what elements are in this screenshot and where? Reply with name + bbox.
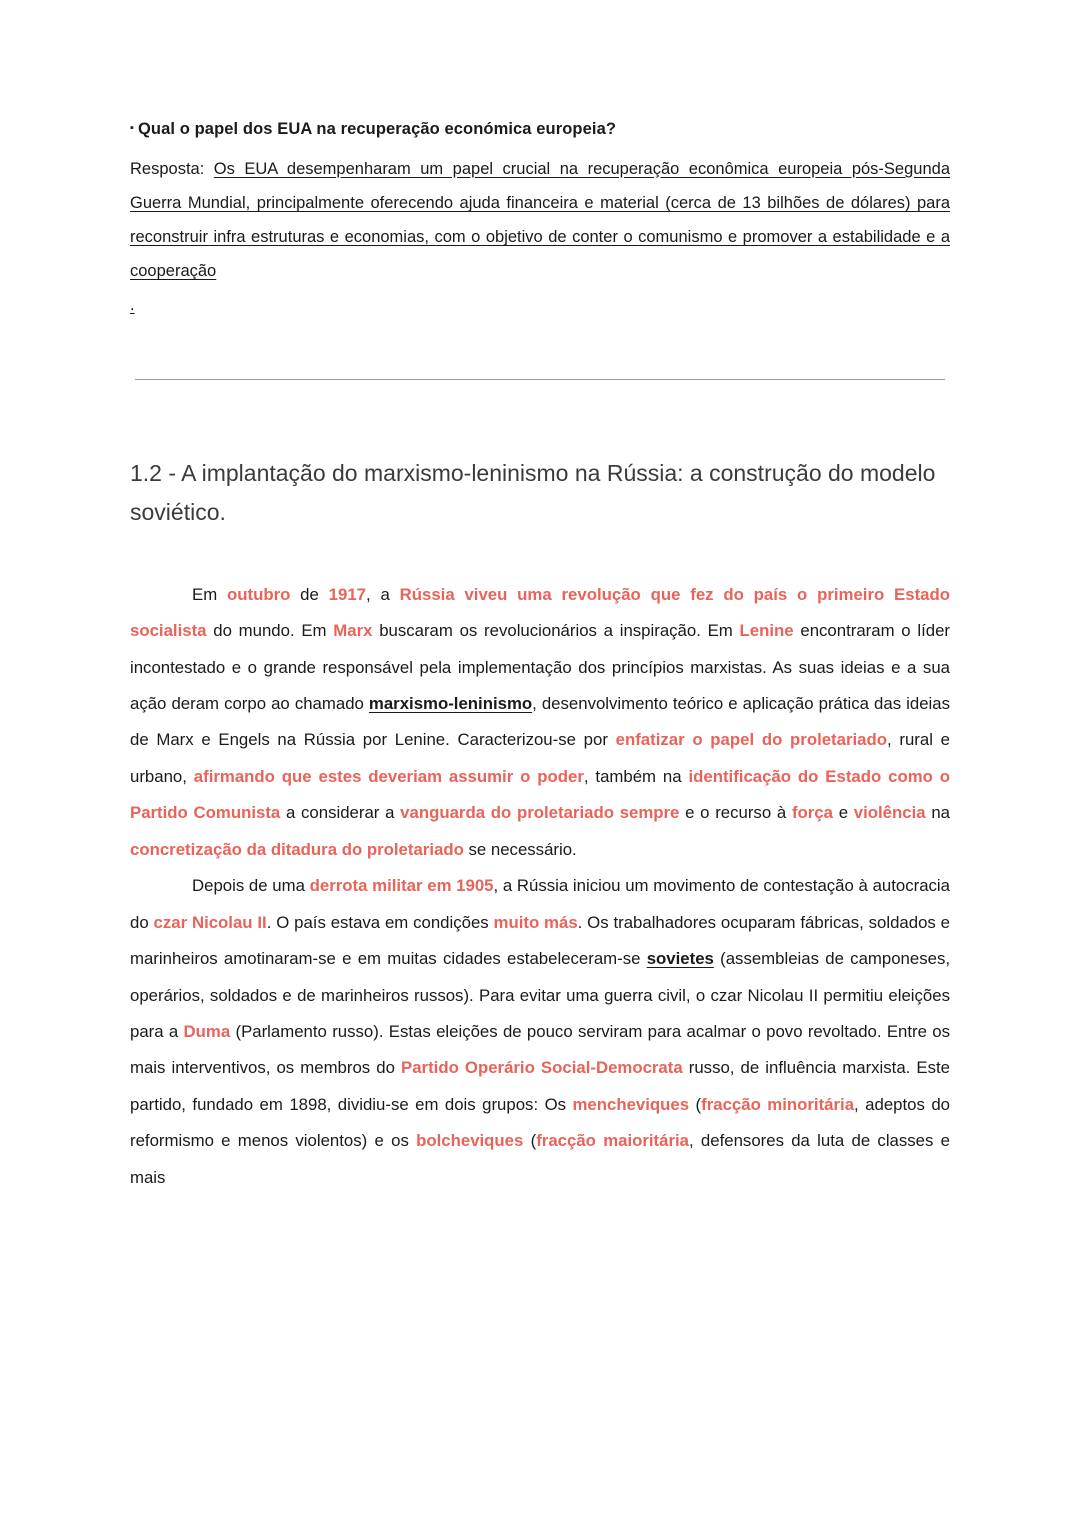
p1-s13: , desenvolvimento teórico e aplicação prática das ideias de Marx e Engels na Rússia por Lenine. Caracterizou-se por [130,694,950,750]
question-text: Qual o papel dos EUA na recuperação económica europeia? [138,120,617,138]
answer-paragraph [130,152,950,323]
section-divider-wrapper [130,379,950,380]
p1-s23: e [832,803,854,823]
p2-s18: bolcheviques [416,1131,524,1151]
p1-s25: na [925,803,950,823]
p2-s10: Duma [183,1021,231,1041]
p2-s21: , defensores da luta de classes e mais [130,1131,950,1187]
p1-s10: Lenine [739,621,794,641]
p1-s12: marxismo-leninismo [368,694,533,714]
p1-s17: , também na [583,766,689,786]
p1-s26: concretização da ditadura do proletariado [130,839,464,859]
p2-s11: (Parlamento russo). Estas eleições de pouco serviram para acalmar o povo revoltado. Entre os mais interventivos, os membros do [130,1021,950,1078]
p2-s15: ( [689,1094,702,1114]
p2-s7: . Os trabalhadores ocuparam fábricas, soldados e marinheiros amotinaram-se e em muitas cidades estabeleceram-se [130,912,950,969]
paragraph-marxism-leninism [130,577,950,869]
p1-s16: afirmando que estes deveriam assumir o poder [193,766,584,786]
question-answer-block [130,118,950,323]
section-divider [135,379,945,380]
p2-s5: . O país estava em condições [266,912,494,932]
p1-s7: do mundo. Em [206,621,334,641]
p1-s19: a considerar a [280,803,401,823]
p2-s14: mencheviques [572,1094,690,1114]
p1-s11: encontraram o líder incontestado e o grande responsável pela implementação dos princípios marxistas. As suas ideias e a sua ação deram corpo ao chamado [130,621,951,714]
p1-s5: , a [366,584,400,604]
p2-s12: Partido Operário Social-Democrata [401,1058,683,1078]
p2-s2: derrota militar em 1905 [309,876,494,896]
p2-s20: fracção maioritária [536,1131,689,1151]
answer-trailing-period: . [130,296,135,315]
p1-s21: e o recurso à [679,803,792,823]
p1-s6: Rússia viveu uma revolução que fez do país o primeiro Estado socialista [130,584,950,641]
p1-s27: se necessário. [463,839,577,859]
p2-s4: czar Nicolau II [153,912,267,932]
p1-s8: Marx [333,621,373,641]
question-line [130,118,950,142]
answer-text: Os EUA desempenharam um papel crucial na recuperação econômica europeia pós-Segunda Guerra Mundial, principalmente oferecendo ajuda financeira e material (cerca de 13 bilhões de dólares) para reconstruir infra estruturas e economias, com o objetivo de conter o comunismo e promover a estabilidade e a cooperação [130,159,950,281]
p1-s24: violência [853,803,926,823]
p1-s18: identificação do Estado como o Partido Comunista [130,766,951,823]
p1-s1: Em [192,584,227,604]
p1-s4: 1917 [328,584,366,604]
p2-s1: Depois de uma [192,876,310,896]
p2-s19: ( [523,1131,537,1151]
p1-s3: de [290,584,329,604]
paragraph-1905-revolution [130,868,950,1196]
p2-s6: muito más [493,912,578,932]
p1-s2: outubro [226,584,291,604]
p1-s20: vanguarda do proletariado sempre [400,803,680,823]
p2-s9: (assembleias de camponeses, operários, soldados e de marinheiros russos). Para evitar uma guerra civil, o czar Nicolau II permitiu eleições para a [130,949,950,1041]
section-heading: 1.2 - A implantação do marxismo-leninismo na Rússia: a construção do modelo soviético. [130,459,936,526]
p2-s16: fracção minoritária [701,1094,855,1114]
p1-s22: força [791,803,833,823]
p2-s3: , a Rússia iniciou um movimento de contestação à autocracia do [130,876,950,932]
p2-s17: , adeptos do reformismo e menos violentos) e os [130,1094,950,1151]
p2-s8: sovietes [646,949,714,969]
p1-s14: enfatizar o papel do proletariado [615,730,888,750]
p1-s15: , rural e urbano, [130,730,950,786]
p2-s13: russo, de influência marxista. Este partido, fundado em 1898, dividiu-se em dois grupos: Os [130,1058,950,1114]
answer-label: Resposta: [130,159,214,178]
bullet-icon: ▪ [130,121,134,134]
p1-s9: buscaram os revolucionários a inspiração. Em [372,621,740,641]
